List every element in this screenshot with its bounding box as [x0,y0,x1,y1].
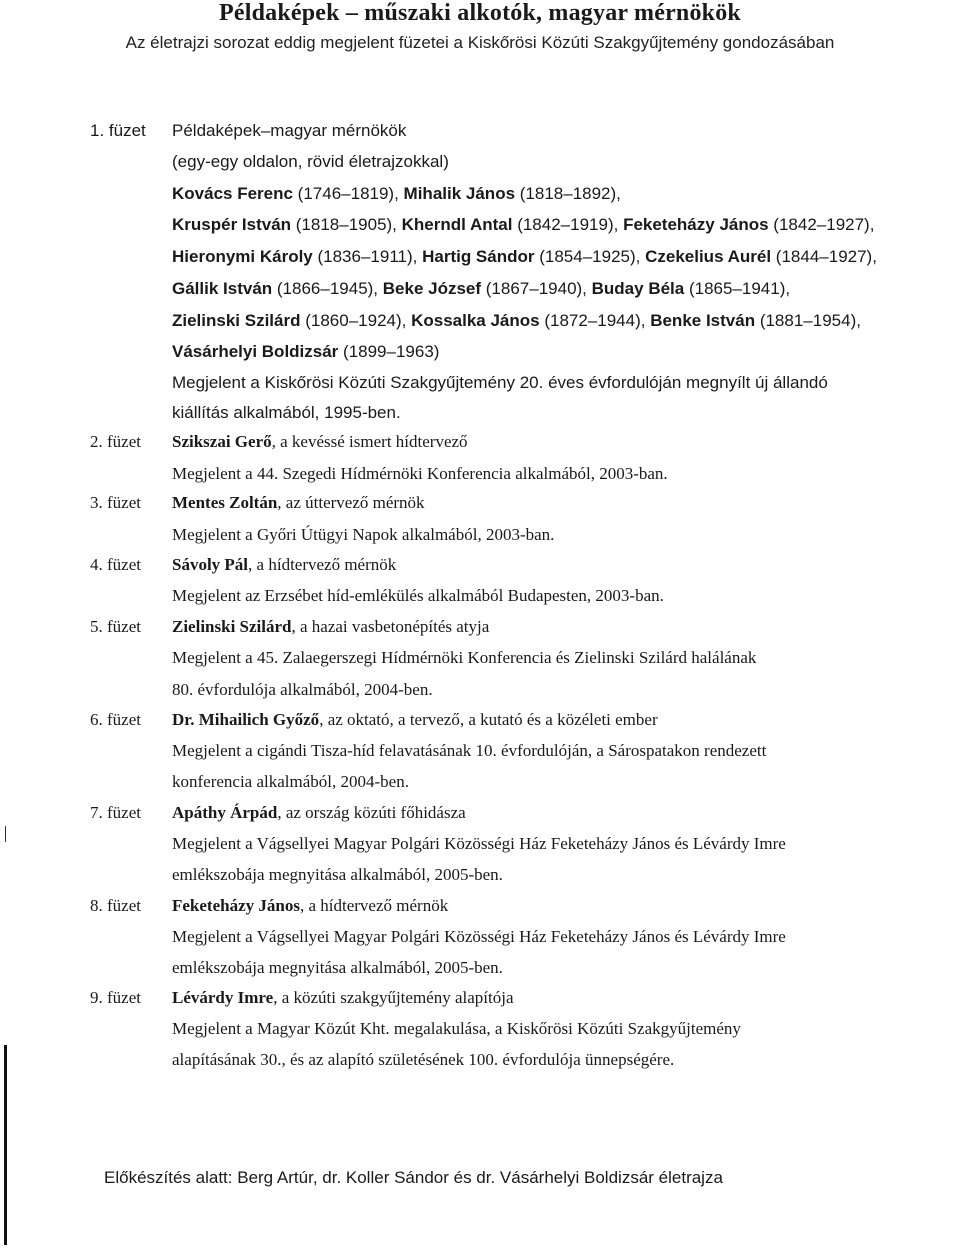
publication-note: Megjelent a cigándi Tisza-híd felavatásának 10. évfordulóján, a Sárospatakon rendezett [172,741,767,760]
engineer-line-6 [172,342,439,362]
engineer-name: Czekelius Aurél [645,247,772,266]
subject-name: Lévárdy Imre [172,988,274,1007]
subject-description: , az úttervező mérnök [277,493,425,512]
publication-note-cont: kiállítás alkalmából, 1995-ben. [172,403,401,422]
subject-description: , az ország közúti főhidásza [277,803,466,822]
booklet-heading [172,617,489,637]
subject-description: , a hídtervező mérnök [248,555,397,574]
subject-name: Szikszai Gerő [172,432,272,451]
publication-note: Megjelent a 44. Szegedi Hídmérnöki Konferencia alkalmából, 2003-ban. [172,464,668,483]
engineer-name: Vásárhelyi Boldizsár [172,342,339,361]
booklet-heading [172,432,468,452]
booklet-description: (egy-egy oldalon, rövid életrajzokkal) [172,152,449,171]
engineer-dates: (1854–1925), [534,247,646,266]
booklet-heading [172,555,396,575]
subject-description: , a hazai vasbetonépítés atyja [291,617,490,636]
engineer-dates: (1867–1940), [481,279,592,298]
engineer-dates: (1844–1927), [771,247,877,266]
subject-description: , a hídtervező mérnök [299,896,449,915]
engineer-dates: (1866–1945), [272,279,383,298]
engineer-name: Kherndl Antal [401,215,513,234]
booklet-heading [172,988,514,1008]
booklet-heading [172,710,658,730]
page-subtitle: Az életrajzi sorozat eddig megjelent füzetei a Kiskőrösi Közúti Szakgyűjtemény gondozásában [125,33,835,52]
publication-note-cont: alapításának 30., és az alapító születésének 100. évfordulója ünnepségére. [172,1050,675,1069]
publication-note: Megjelent a Kiskőrösi Közúti Szakgyűjtemény 20. éves évfordulóján megnyílt új állandó [172,373,828,392]
subject-name: Mentes Zoltán [172,493,278,512]
subject-name: Sávoly Pál [172,555,249,574]
subject-name: Zielinski Szilárd [172,617,292,636]
subject-description: , a kevéssé ismert hídtervező [271,432,468,451]
publication-note: Megjelent a Vágsellyei Magyar Polgári Közösségi Ház Feketeházy János és Lévárdy Imre [172,927,786,946]
engineer-line-1 [172,184,621,204]
booklet-heading [172,493,425,513]
engineer-name: Mihalik János [403,184,516,203]
booklet-number: 1. füzet [90,121,146,140]
booklet-number: 7. füzet [90,803,141,822]
publication-note: Megjelent a Győri Útügyi Napok alkalmából, 2003-ban. [172,525,555,544]
subject-description: , a közúti szakgyűjtemény alapítója [273,988,514,1007]
engineer-line-2 [172,215,874,235]
booklet-number: 3. füzet [90,493,141,512]
booklet-number: 9. füzet [90,988,141,1007]
engineer-name: Hieronymi Károly [172,247,313,266]
subject-description: , az oktató, a tervező, a kutató és a közéleti ember [319,710,658,729]
subject-name: Feketeházy János [172,896,300,915]
engineer-dates: (1860–1924), [300,311,412,330]
engineer-name: Kossalka János [411,311,540,330]
engineer-name: Buday Béla [591,279,685,298]
engineer-name: Feketeházy János [623,215,769,234]
engineer-name: Kovács Ferenc [172,184,293,203]
booklet-heading [172,803,466,823]
booklet-heading: Példaképek–magyar mérnökök [172,121,407,140]
engineer-dates: (1842–1927), [768,215,875,234]
engineer-line-3 [172,247,877,267]
subject-name: Apáthy Árpád [172,803,278,822]
engineer-dates: (1836–1911), [312,247,423,266]
footer-note: Előkészítés alatt: Berg Artúr, dr. Koller Sándor és dr. Vásárhelyi Boldizsár életrajza [104,1168,723,1187]
binding-edge-mark [4,1045,7,1245]
engineer-name: Beke József [382,279,482,298]
publication-note-cont: konferencia alkalmából, 2004-ben. [172,772,409,791]
engineer-dates: (1899–1963) [338,342,440,361]
booklet-number: 5. füzet [90,617,141,636]
booklet-heading [172,896,448,916]
publication-note-cont: emlékszobája megnyitása alkalmából, 2005-ben. [172,958,503,977]
subject-name: Dr. Mihailich Győző [172,710,320,729]
publication-note: Megjelent az Erzsébet híd-emlékülés alkalmából Budapesten, 2003-ban. [172,586,664,605]
engineer-dates: (1881–1954), [755,311,861,330]
engineer-dates: (1865–1941), [684,279,791,298]
publication-note: Megjelent a Magyar Közút Kht. megalakulása, a Kiskőrösi Közúti Szakgyűjtemény [172,1019,741,1038]
engineer-dates: (1746–1819), [292,184,404,203]
margin-mark [5,826,6,842]
booklet-number: 8. füzet [90,896,141,915]
engineer-dates: (1818–1892), [515,184,621,203]
booklet-number: 2. füzet [90,432,141,451]
engineer-name: Gállik István [172,279,273,298]
engineer-line-5 [172,311,861,331]
engineer-name: Benke István [650,311,756,330]
publication-note: Megjelent a Vágsellyei Magyar Polgári Közösségi Ház Feketeházy János és Lévárdy Imre [172,834,786,853]
engineer-name: Kruspér István [172,215,292,234]
engineer-dates: (1842–1919), [512,215,624,234]
engineer-dates: (1872–1944), [539,311,651,330]
publication-note-cont: 80. évfordulója alkalmából, 2004-ben. [172,680,433,699]
engineer-name: Zielinski Szilárd [172,311,301,330]
booklet-number: 6. füzet [90,710,141,729]
engineer-name: Hartig Sándor [422,247,535,266]
publication-note-cont: emlékszobája megnyitása alkalmából, 2005-ben. [172,865,503,884]
engineer-line-4 [172,279,790,299]
page-title: Példaképek – műszaki alkotók, magyar mérnökök [219,0,741,26]
publication-note: Megjelent a 45. Zalaegerszegi Hídmérnöki Konferencia és Zielinski Szilárd halálának [172,648,757,667]
booklet-number: 4. füzet [90,555,141,574]
engineer-dates: (1818–1905), [291,215,402,234]
